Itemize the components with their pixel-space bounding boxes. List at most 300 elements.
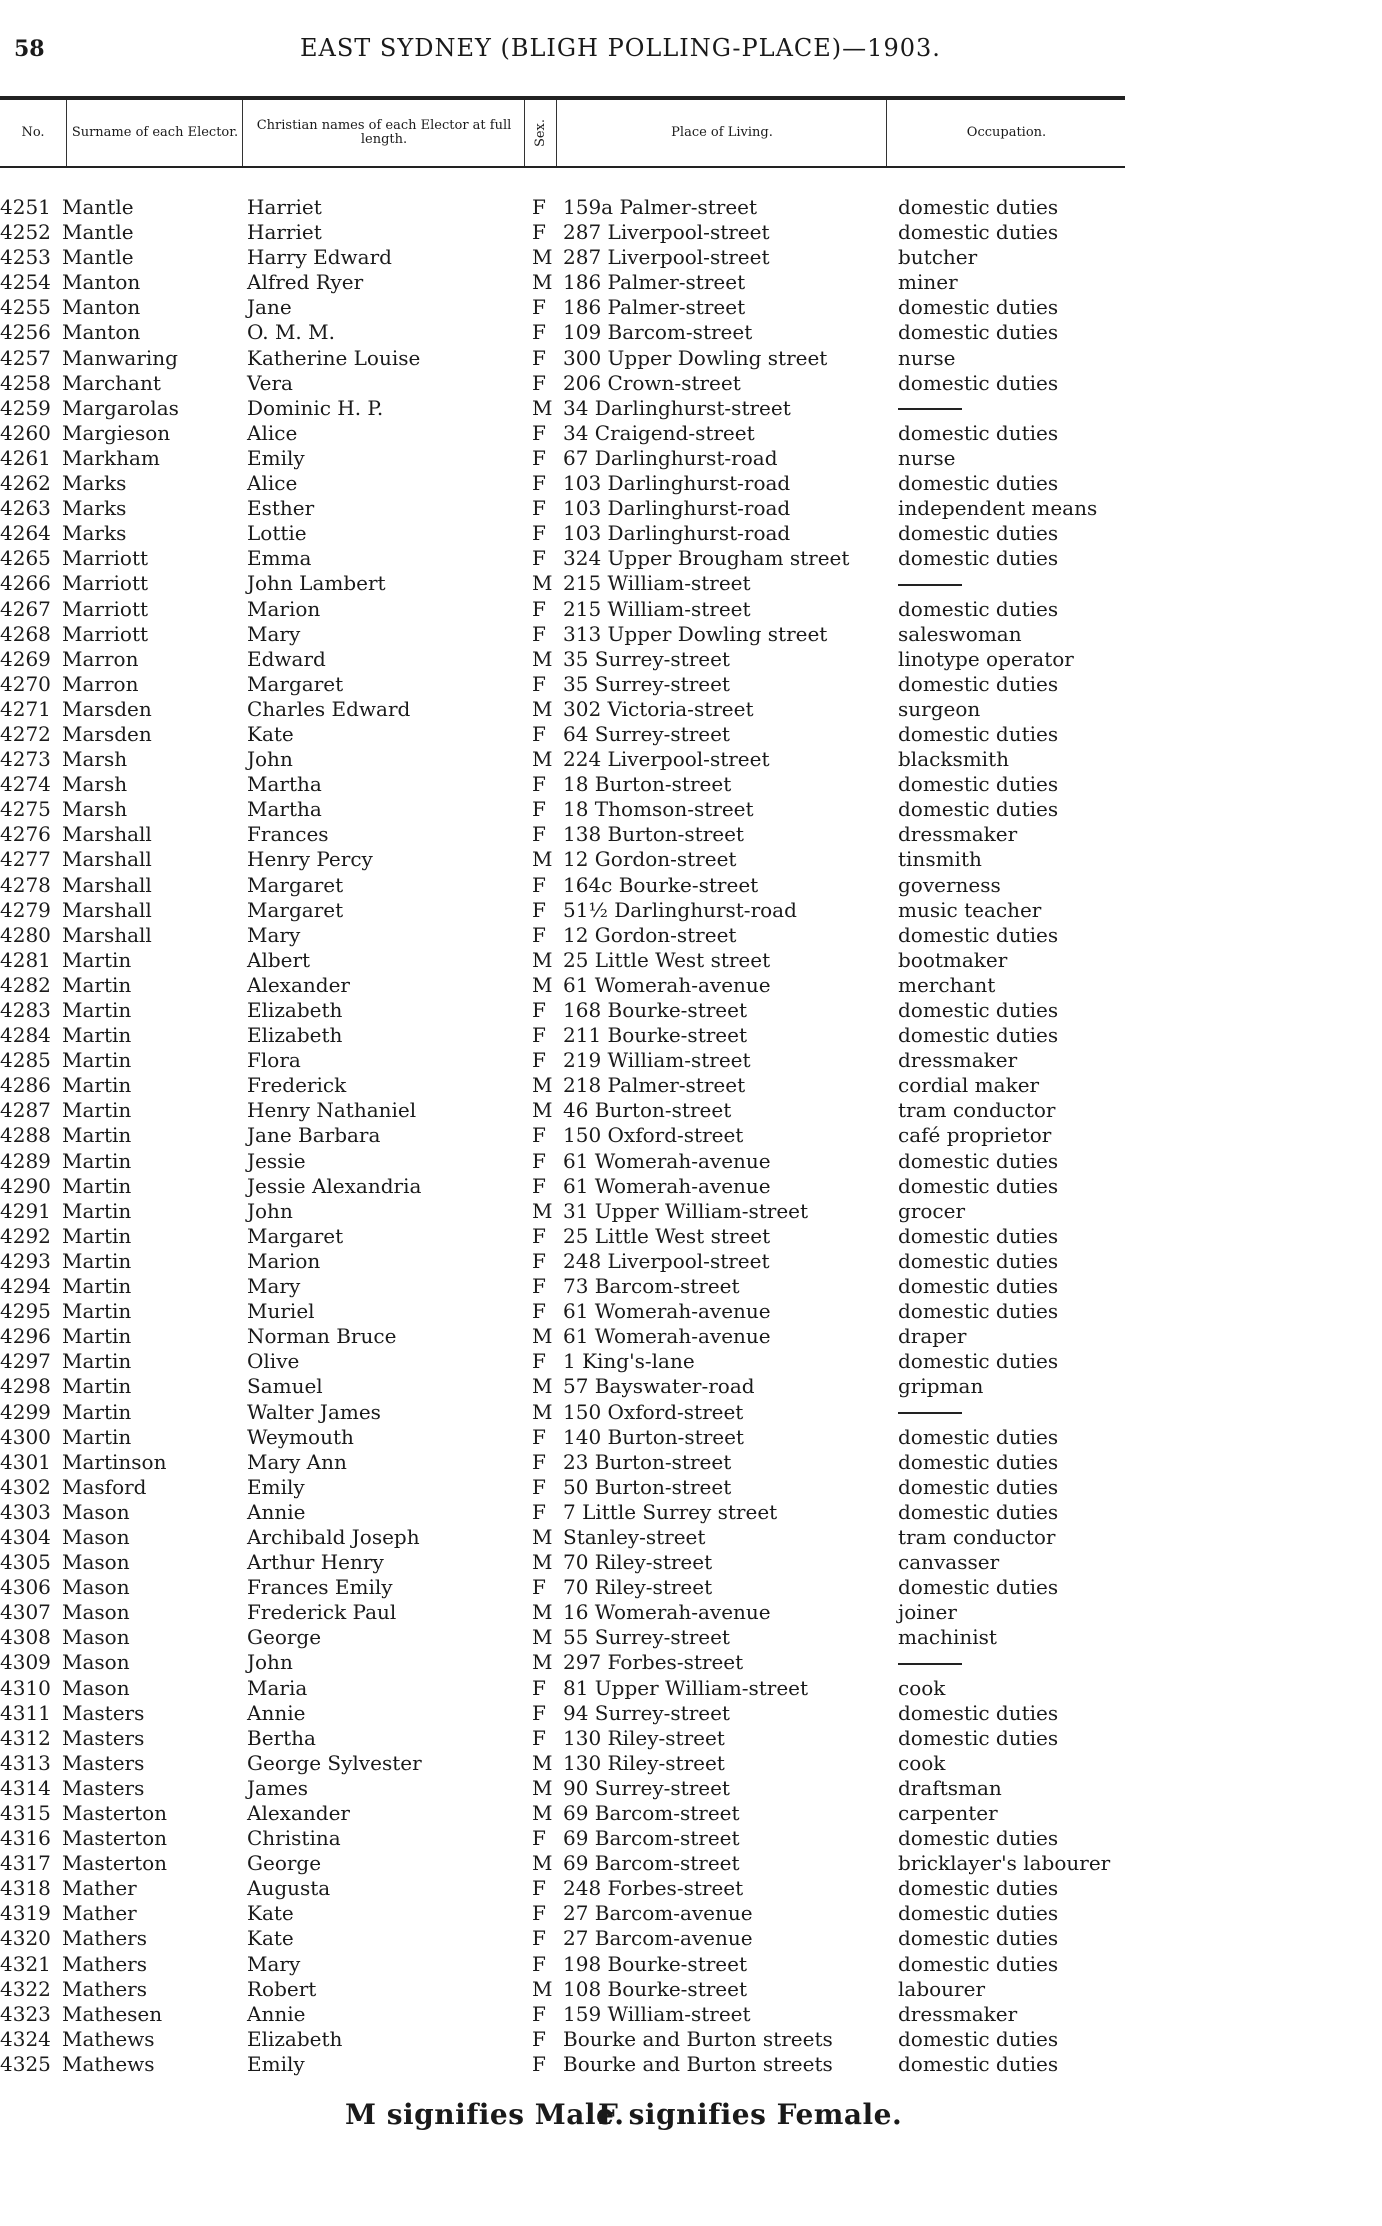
elector-occupation: surgeon: [898, 696, 981, 721]
elector-sex: M: [532, 1324, 553, 1349]
elector-place: 215 William-street: [563, 596, 751, 621]
column-header-sex: [524, 100, 557, 166]
elector-number: 4320: [0, 1926, 51, 1951]
elector-place: 186 Palmer-street: [563, 270, 746, 295]
table-row: [0, 1801, 1382, 1826]
table-row: [0, 446, 1382, 471]
elector-occupation: blacksmith: [898, 747, 1009, 772]
table-row: [0, 1174, 1382, 1199]
elector-surname: Mantle: [62, 220, 134, 245]
table-row: [0, 245, 1382, 270]
elector-number: 4273: [0, 747, 51, 772]
elector-surname: Masters: [62, 1775, 145, 1800]
elector-sex: F: [532, 1023, 546, 1048]
elector-christian-names: Alexander: [247, 972, 350, 997]
elector-sex: F: [532, 345, 546, 370]
table-row: [0, 597, 1382, 622]
elector-place: 73 Barcom-street: [563, 1274, 740, 1299]
elector-occupation: domestic duties: [898, 1223, 1059, 1248]
elector-place: Bourke and Burton streets: [563, 2026, 833, 2051]
elector-number: 4318: [0, 1876, 51, 1901]
elector-occupation: domestic duties: [898, 320, 1059, 345]
page-number: 58: [14, 36, 45, 62]
elector-surname: Mathers: [62, 1926, 147, 1951]
elector-number: 4284: [0, 1023, 51, 1048]
table-row: [0, 1274, 1382, 1299]
elector-christian-names: Annie: [247, 1700, 306, 1725]
elector-sex: F: [532, 721, 546, 746]
elector-occupation: saleswoman: [898, 621, 1022, 646]
elector-surname: Martin: [62, 947, 132, 972]
table-row: [0, 1098, 1382, 1123]
elector-sex: M: [532, 747, 553, 772]
elector-sex: M: [532, 395, 553, 420]
elector-number: 4306: [0, 1575, 51, 1600]
elector-occupation: domestic duties: [898, 195, 1059, 219]
elector-occupation: domestic duties: [898, 2051, 1059, 2076]
elector-occupation: canvasser: [898, 1550, 1000, 1575]
elector-sex: F: [532, 1123, 546, 1148]
elector-sex: M: [532, 1775, 553, 1800]
elector-number: 4291: [0, 1198, 51, 1223]
table-row: [0, 772, 1382, 797]
legend-male: M signifies Male.: [345, 2098, 625, 2131]
elector-surname: Mason: [62, 1650, 130, 1675]
table-row: [0, 672, 1382, 697]
table-row: [0, 1776, 1382, 1801]
elector-number: 4255: [0, 295, 51, 320]
elector-number: 4279: [0, 897, 51, 922]
elector-sex: F: [532, 2026, 546, 2051]
elector-number: 4307: [0, 1600, 51, 1625]
table-row: [0, 1625, 1382, 1650]
elector-occupation: gripman: [898, 1374, 984, 1399]
elector-sex: M: [532, 1650, 553, 1675]
table-row: [0, 496, 1382, 521]
elector-christian-names: Vera: [247, 370, 293, 395]
page-title: EAST SYDNEY (BLIGH POLLING-PLACE)—1903.: [300, 34, 941, 62]
elector-occupation: merchant: [898, 972, 996, 997]
elector-surname: Martin: [62, 1274, 132, 1299]
table-row: [0, 320, 1382, 345]
elector-place: 164c Bourke-street: [563, 872, 759, 897]
elector-surname: Mathews: [62, 2026, 155, 2051]
elector-number: 4281: [0, 947, 51, 972]
elector-sex: M: [532, 972, 553, 997]
elector-surname: Marsh: [62, 772, 128, 797]
elector-place: 25 Little West street: [563, 947, 771, 972]
elector-christian-names: Katherine Louise: [247, 345, 421, 370]
elector-place: 218 Palmer-street: [563, 1073, 746, 1098]
elector-occupation: domestic duties: [898, 1826, 1059, 1851]
elector-occupation: domestic duties: [898, 370, 1059, 395]
elector-place: 103 Darlinghurst-road: [563, 496, 791, 521]
occupation-blank-dash: [898, 396, 962, 421]
table-row: [0, 998, 1382, 1023]
elector-sex: M: [532, 1851, 553, 1876]
elector-place: 130 Riley-street: [563, 1750, 725, 1775]
elector-place: 61 Womerah-avenue: [563, 1324, 771, 1349]
elector-sex: F: [532, 1048, 546, 1073]
elector-number: 4274: [0, 772, 51, 797]
elector-christian-names: Archibald Joseph: [247, 1524, 420, 1549]
elector-place: 103 Darlinghurst-road: [563, 471, 791, 496]
elector-surname: Marshall: [62, 822, 152, 847]
elector-place: 248 Forbes-street: [563, 1876, 744, 1901]
elector-number: 4266: [0, 571, 51, 596]
elector-place: 34 Darlinghurst-street: [563, 395, 791, 420]
elector-surname: Mathews: [62, 2051, 155, 2076]
elector-occupation: machinist: [898, 1625, 997, 1650]
elector-occupation: domestic duties: [898, 1926, 1059, 1951]
elector-place: 130 Riley-street: [563, 1725, 725, 1750]
elector-number: 4263: [0, 496, 51, 521]
table-row: [0, 295, 1382, 320]
elector-occupation: domestic duties: [898, 521, 1059, 546]
elector-place: 300 Upper Dowling street: [563, 345, 828, 370]
table-row: [0, 1525, 1382, 1550]
elector-place: 64 Surrey-street: [563, 721, 730, 746]
elector-place: 287 Liverpool-street: [563, 245, 770, 270]
elector-christian-names: Jane Barbara: [247, 1123, 381, 1148]
elector-place: 150 Oxford-street: [563, 1123, 744, 1148]
elector-number: 4298: [0, 1374, 51, 1399]
elector-christian-names: Edward: [247, 646, 326, 671]
elector-sex: F: [532, 1299, 546, 1324]
elector-occupation: domestic duties: [898, 596, 1059, 621]
elector-occupation: domestic duties: [898, 1499, 1059, 1524]
table-row: [0, 371, 1382, 396]
elector-christian-names: Samuel: [247, 1374, 323, 1399]
elector-surname: Mason: [62, 1625, 130, 1650]
elector-surname: Mantle: [62, 245, 134, 270]
elector-occupation: domestic duties: [898, 1424, 1059, 1449]
occupation-blank-dash: [898, 1400, 962, 1425]
elector-surname: Masters: [62, 1725, 145, 1750]
elector-place: 313 Upper Dowling street: [563, 621, 828, 646]
elector-place: 70 Riley-street: [563, 1575, 713, 1600]
elector-occupation: domestic duties: [898, 220, 1059, 245]
elector-place: 324 Upper Brougham street: [563, 546, 850, 571]
table-row: [0, 1751, 1382, 1776]
elector-occupation: bricklayer's labourer: [898, 1851, 1111, 1876]
elector-surname: Martin: [62, 1098, 132, 1123]
elector-surname: Mason: [62, 1550, 130, 1575]
elector-christian-names: Emily: [247, 445, 305, 470]
elector-christian-names: Walter James: [247, 1399, 381, 1424]
elector-christian-names: Frederick: [247, 1073, 347, 1098]
elector-sex: F: [532, 1725, 546, 1750]
elector-surname: Marsh: [62, 797, 128, 822]
elector-christian-names: Mary Ann: [247, 1449, 347, 1474]
elector-christian-names: Jessie Alexandria: [247, 1173, 422, 1198]
elector-place: 67 Darlinghurst-road: [563, 445, 778, 470]
elector-number: 4254: [0, 270, 51, 295]
elector-number: 4276: [0, 822, 51, 847]
elector-number: 4317: [0, 1851, 51, 1876]
elector-number: 4323: [0, 2001, 51, 2026]
elector-surname: Mason: [62, 1675, 130, 1700]
elector-occupation: café proprietor: [898, 1123, 1052, 1148]
elector-place: 61 Womerah-avenue: [563, 972, 771, 997]
elector-surname: Mason: [62, 1600, 130, 1625]
elector-number: 4316: [0, 1826, 51, 1851]
elector-surname: Martin: [62, 1048, 132, 1073]
elector-surname: Mathers: [62, 1951, 147, 1976]
elector-christian-names: Arthur Henry: [247, 1550, 384, 1575]
elector-number: 4260: [0, 420, 51, 445]
elector-number: 4321: [0, 1951, 51, 1976]
elector-surname: Marsden: [62, 721, 152, 746]
elector-place: 7 Little Surrey street: [563, 1499, 778, 1524]
table-row: [0, 1349, 1382, 1374]
elector-surname: Martin: [62, 1023, 132, 1048]
elector-surname: Marshall: [62, 872, 152, 897]
elector-surname: Masterton: [62, 1851, 168, 1876]
elector-sex: F: [532, 998, 546, 1022]
elector-place: 25 Little West street: [563, 1223, 771, 1248]
elector-surname: Martin: [62, 1324, 132, 1349]
elector-number: 4301: [0, 1449, 51, 1474]
elector-christian-names: Frederick Paul: [247, 1600, 397, 1625]
table-row: [0, 1374, 1382, 1399]
table-row: [0, 1952, 1382, 1977]
table-row: [0, 822, 1382, 847]
elector-surname: Mathers: [62, 1976, 147, 2001]
table-row: [0, 1826, 1382, 1851]
elector-place: 23 Burton-street: [563, 1449, 732, 1474]
elector-place: 108 Bourke-street: [563, 1976, 747, 2001]
elector-christian-names: Mary: [247, 621, 301, 646]
elector-surname: Martin: [62, 1248, 132, 1273]
elector-number: 4310: [0, 1675, 51, 1700]
column-header-no: No.: [21, 125, 45, 140]
elector-number: 4294: [0, 1274, 51, 1299]
elector-number: 4305: [0, 1550, 51, 1575]
elector-number: 4256: [0, 320, 51, 345]
table-row: [0, 923, 1382, 948]
elector-christian-names: Annie: [247, 1499, 306, 1524]
legend-female: F signifies Female.: [598, 2098, 903, 2131]
column-header-sex-label: Sex.: [532, 118, 548, 148]
elector-occupation: domestic duties: [898, 546, 1059, 571]
elector-number: 4278: [0, 872, 51, 897]
elector-place: 18 Thomson-street: [563, 797, 754, 822]
elector-occupation: domestic duties: [898, 295, 1059, 320]
elector-christian-names: Harriet: [247, 195, 322, 219]
elector-surname: Martin: [62, 998, 132, 1022]
elector-occupation: domestic duties: [898, 1274, 1059, 1299]
elector-christian-names: Henry Percy: [247, 847, 373, 872]
elector-sex: F: [532, 521, 546, 546]
elector-christian-names: Flora: [247, 1048, 301, 1073]
elector-place: 224 Liverpool-street: [563, 747, 770, 772]
elector-sex: F: [532, 1223, 546, 1248]
elector-sex: F: [532, 1248, 546, 1273]
elector-christian-names: Kate: [247, 1926, 294, 1951]
elector-place: 302 Victoria-street: [563, 696, 754, 721]
elector-place: 12 Gordon-street: [563, 847, 737, 872]
elector-number: 4303: [0, 1499, 51, 1524]
elector-occupation: cordial maker: [898, 1073, 1040, 1098]
elector-place: 70 Riley-street: [563, 1550, 713, 1575]
elector-occupation: governess: [898, 872, 1001, 897]
elector-christian-names: Alice: [247, 420, 298, 445]
elector-sex: F: [532, 1826, 546, 1851]
table-row: [0, 1123, 1382, 1148]
elector-christian-names: Marion: [247, 1248, 321, 1273]
table-row: [0, 697, 1382, 722]
elector-sex: F: [532, 1173, 546, 1198]
elector-surname: Mantle: [62, 195, 134, 219]
elector-sex: F: [532, 496, 546, 521]
elector-surname: Martin: [62, 1198, 132, 1223]
elector-number: 4314: [0, 1775, 51, 1800]
elector-christian-names: Alfred Ryer: [247, 270, 364, 295]
table-row: [0, 2002, 1382, 2027]
column-header-place: Place of Living.: [556, 100, 887, 166]
elector-surname: Masters: [62, 1750, 145, 1775]
column-header-christian-names: Christian names of each Elector at full length.: [242, 100, 525, 166]
elector-sex: F: [532, 1575, 546, 1600]
elector-surname: Masterton: [62, 1801, 168, 1825]
table-row: [0, 2027, 1382, 2052]
elector-christian-names: Muriel: [247, 1299, 315, 1324]
elector-occupation: domestic duties: [898, 1023, 1059, 1048]
elector-sex: M: [532, 947, 553, 972]
elector-sex: F: [532, 621, 546, 646]
elector-number: 4251: [0, 195, 51, 219]
elector-number: 4252: [0, 220, 51, 245]
elector-number: 4285: [0, 1048, 51, 1073]
table-row: [0, 1048, 1382, 1073]
elector-sex: M: [532, 1750, 553, 1775]
elector-sex: F: [532, 1876, 546, 1901]
elector-sex: F: [532, 546, 546, 571]
occupation-blank-dash: [898, 1650, 962, 1675]
elector-place: Stanley-street: [563, 1524, 706, 1549]
elector-number: 4309: [0, 1650, 51, 1675]
elector-place: 109 Barcom-street: [563, 320, 753, 345]
elector-number: 4297: [0, 1349, 51, 1374]
elector-surname: Martin: [62, 972, 132, 997]
elector-place: 138 Burton-street: [563, 822, 744, 847]
table-row: [0, 973, 1382, 998]
elector-christian-names: Harriet: [247, 220, 322, 245]
elector-surname: Margieson: [62, 420, 171, 445]
elector-number: 4299: [0, 1399, 51, 1424]
table-row: [0, 1149, 1382, 1174]
elector-sex: F: [532, 772, 546, 797]
elector-occupation: dressmaker: [898, 1048, 1018, 1073]
elector-occupation: domestic duties: [898, 2026, 1059, 2051]
elector-occupation: miner: [898, 270, 958, 295]
table-row: [0, 1650, 1382, 1675]
elector-occupation: draftsman: [898, 1775, 1002, 1800]
elector-surname: Marshall: [62, 847, 152, 872]
elector-place: 297 Forbes-street: [563, 1650, 744, 1675]
elector-number: 4296: [0, 1324, 51, 1349]
elector-christian-names: Robert: [247, 1976, 317, 2001]
elector-number: 4319: [0, 1901, 51, 1926]
elector-sex: F: [532, 671, 546, 696]
elector-place: 103 Darlinghurst-road: [563, 521, 791, 546]
column-header-occupation: Occupation.: [886, 100, 1126, 166]
elector-occupation: domestic duties: [898, 922, 1059, 947]
elector-surname: Marron: [62, 646, 139, 671]
elector-number: 4286: [0, 1073, 51, 1098]
elector-surname: Masterton: [62, 1826, 168, 1851]
elector-number: 4315: [0, 1801, 51, 1825]
elector-number: 4325: [0, 2051, 51, 2076]
elector-surname: Marron: [62, 671, 139, 696]
elector-number: 4277: [0, 847, 51, 872]
table-row: [0, 647, 1382, 672]
elector-surname: Manton: [62, 270, 141, 295]
table-row: [0, 1701, 1382, 1726]
elector-sex: M: [532, 1625, 553, 1650]
elector-occupation: domestic duties: [898, 1474, 1059, 1499]
elector-place: 12 Gordon-street: [563, 922, 737, 947]
elector-occupation: domestic duties: [898, 998, 1059, 1022]
elector-christian-names: Mary: [247, 922, 301, 947]
elector-surname: Martin: [62, 1399, 132, 1424]
elector-sex: F: [532, 471, 546, 496]
elector-occupation: tram conductor: [898, 1098, 1056, 1123]
elector-sex: M: [532, 270, 553, 295]
elector-christian-names: Henry Nathaniel: [247, 1098, 417, 1123]
table-row: [0, 1575, 1382, 1600]
elector-sex: F: [532, 1148, 546, 1173]
elector-surname: Manton: [62, 320, 141, 345]
elector-christian-names: John Lambert: [247, 571, 386, 596]
elector-place: 61 Womerah-avenue: [563, 1173, 771, 1198]
elector-place: 18 Burton-street: [563, 772, 732, 797]
elector-number: 4324: [0, 2026, 51, 2051]
elector-surname: Martin: [62, 1374, 132, 1399]
elector-surname: Marsh: [62, 747, 128, 772]
elector-number: 4295: [0, 1299, 51, 1324]
elector-place: 287 Liverpool-street: [563, 220, 770, 245]
elector-place: 198 Bourke-street: [563, 1951, 747, 1976]
table-row: [0, 1324, 1382, 1349]
elector-christian-names: George: [247, 1625, 322, 1650]
table-row: [0, 1475, 1382, 1500]
elector-surname: Mather: [62, 1876, 137, 1901]
elector-christian-names: Mary: [247, 1951, 301, 1976]
table-row: [0, 948, 1382, 973]
elector-sex: F: [532, 897, 546, 922]
elector-place: 248 Liverpool-street: [563, 1248, 770, 1273]
elector-number: 4270: [0, 671, 51, 696]
table-row: [0, 1425, 1382, 1450]
elector-surname: Mason: [62, 1499, 130, 1524]
elector-sex: F: [532, 195, 546, 219]
elector-surname: Manton: [62, 295, 141, 320]
elector-sex: M: [532, 1550, 553, 1575]
elector-sex: F: [532, 2051, 546, 2076]
table-row: [0, 1726, 1382, 1751]
elector-place: 215 William-street: [563, 571, 751, 596]
elector-place: 140 Burton-street: [563, 1424, 744, 1449]
elector-christian-names: Dominic H. P.: [247, 395, 384, 420]
table-row: [0, 421, 1382, 446]
elector-number: 4267: [0, 596, 51, 621]
elector-sex: M: [532, 1098, 553, 1123]
elector-christian-names: Margaret: [247, 872, 344, 897]
elector-occupation: grocer: [898, 1198, 966, 1223]
elector-surname: Marshall: [62, 897, 152, 922]
